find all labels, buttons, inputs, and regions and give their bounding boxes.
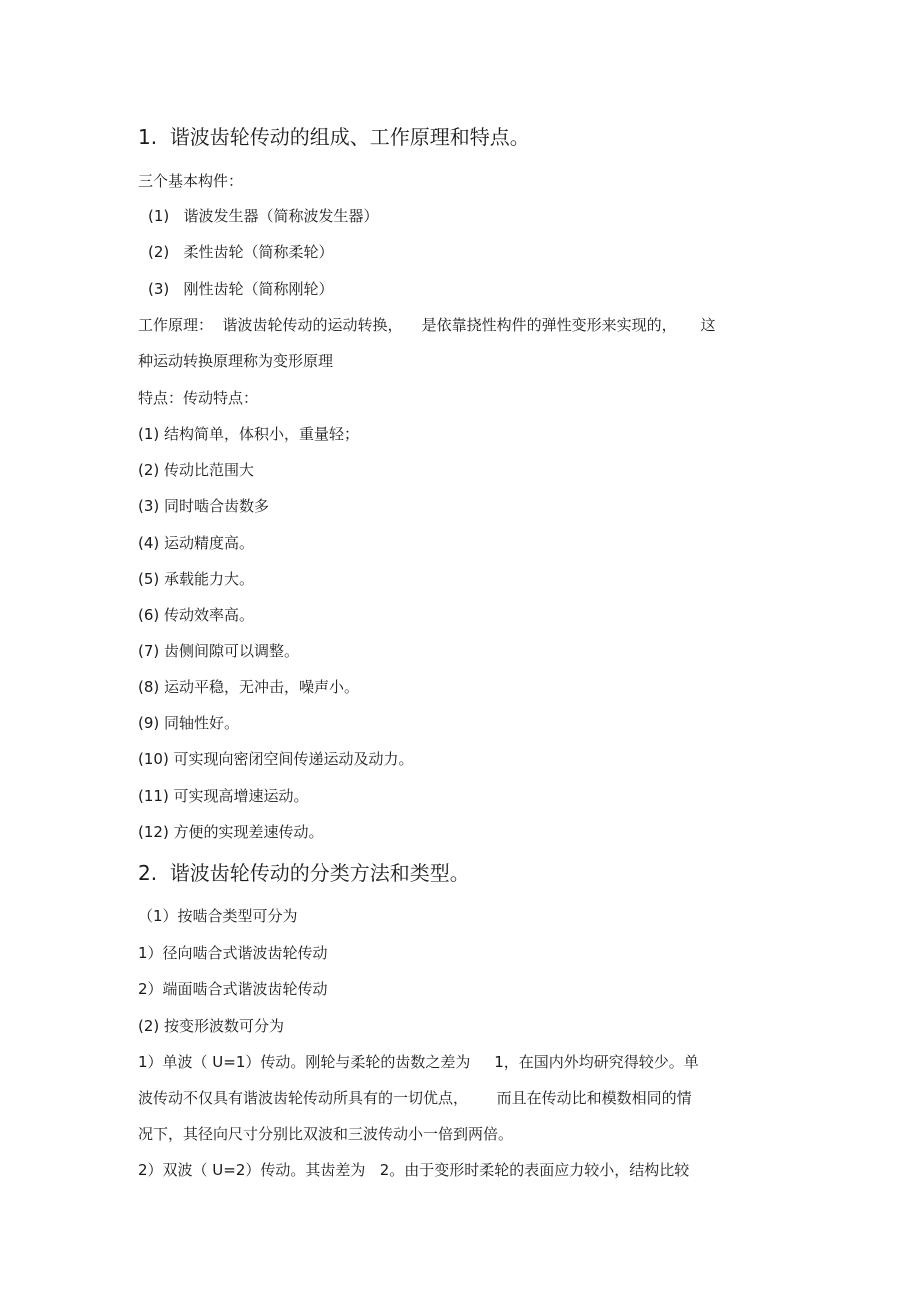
feature-item: (11) 可实现高增速运动。 xyxy=(138,787,309,805)
components-intro: 三个基本构件： xyxy=(138,172,244,190)
section-2-heading: 2. 谐波齿轮传动的分类方法和类型。 xyxy=(138,861,470,885)
principle-line: 种运动转换原理称为变形原理 xyxy=(138,352,334,370)
principle-line: 工作原理： 谐波齿轮传动的运动转换， 是依靠挠性构件的弹性变形来实现的， 这 xyxy=(138,316,716,334)
feature-item: (10) 可实现向密闭空间传递运动及动力。 xyxy=(138,750,414,768)
features-intro: 特点：传动特点： xyxy=(138,389,259,407)
feature-item: (12) 方便的实现差速传动。 xyxy=(138,823,324,841)
feature-item: (6) 传动效率高。 xyxy=(138,606,255,624)
component-item: (2) 柔性齿轮（简称柔轮） xyxy=(148,243,334,261)
single-wave-line: 况下，其径向尺寸分别比双波和三波传动小一倍到两倍。 xyxy=(138,1125,514,1143)
feature-item: (7) 齿侧间隙可以调整。 xyxy=(138,642,300,660)
mesh-type-item: 1）径向啮合式谐波齿轮传动 xyxy=(138,944,328,962)
feature-item: (2) 传动比范围大 xyxy=(138,461,255,479)
single-wave-line: 波传动不仅具有谐波齿轮传动所具有的一切优点， 而且在传动比和模数相同的情 xyxy=(138,1089,692,1107)
component-item: (1) 谐波发生器（简称波发生器） xyxy=(148,207,379,225)
component-item: (3) 刚性齿轮（简称刚轮） xyxy=(148,280,334,298)
wave-number-title: (2) 按变形波数可分为 xyxy=(138,1017,285,1035)
double-wave-line: 2）双波（ U=2）传动。其齿差为 2。由于变形时柔轮的表面应力较小，结构比较 xyxy=(138,1161,690,1179)
feature-item: (8) 运动平稳，无冲击，噪声小。 xyxy=(138,678,360,696)
mesh-type-title: （1）按啮合类型可分为 xyxy=(138,907,298,925)
feature-item: (9) 同轴性好。 xyxy=(138,714,240,732)
single-wave-line: 1）单波（ U=1）传动。刚轮与柔轮的齿数之差为 1，在国内外均研究得较少。单 xyxy=(138,1053,699,1071)
mesh-type-item: 2）端面啮合式谐波齿轮传动 xyxy=(138,980,328,998)
section-1-heading: 1. 谐波齿轮传动的组成、工作原理和特点。 xyxy=(138,125,530,149)
feature-item: (1) 结构简单，体积小，重量轻； xyxy=(138,425,360,443)
feature-item: (4) 运动精度高。 xyxy=(138,534,255,552)
feature-item: (5) 承载能力大。 xyxy=(138,570,255,588)
feature-item: (3) 同时啮合齿数多 xyxy=(138,497,270,515)
